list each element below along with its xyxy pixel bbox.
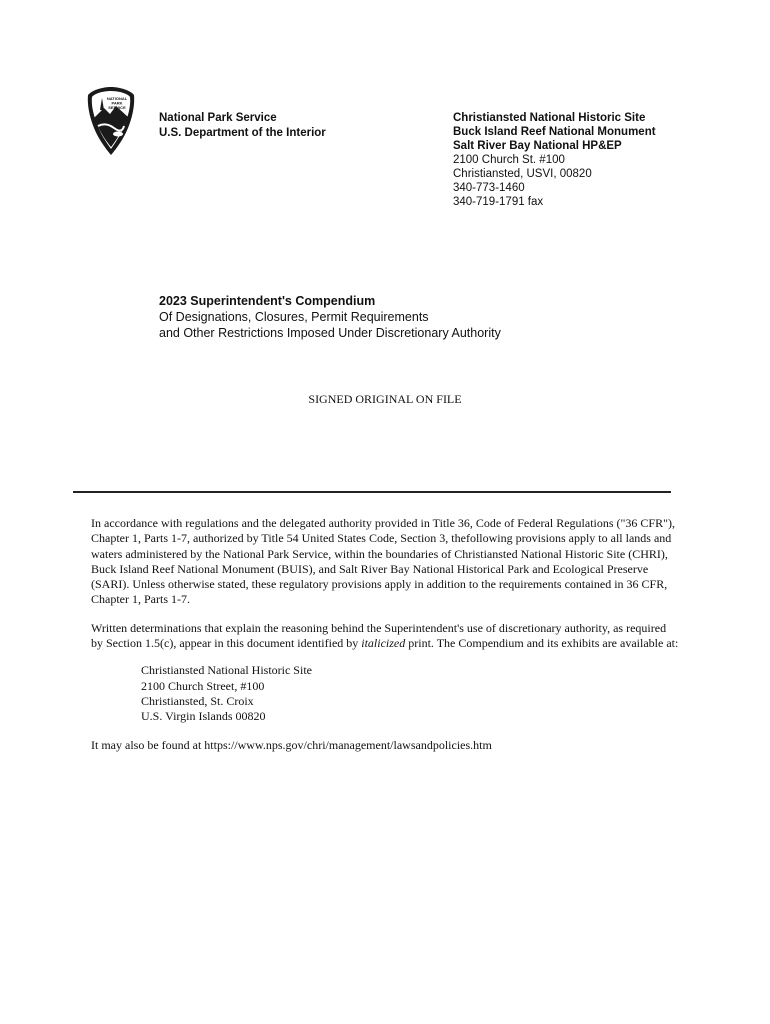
address-line4: U.S. Virgin Islands 00820 bbox=[141, 709, 266, 724]
compendium-address bbox=[141, 663, 681, 724]
address-line2: 2100 Church Street, #100 bbox=[141, 678, 265, 693]
document-subtitle-line1: Of Designations, Closures, Permit Requirements bbox=[159, 310, 429, 324]
document-subtitle-line2: and Other Restrictions Imposed Under Discretionary Authority bbox=[159, 326, 501, 340]
park-city: Christiansted, USVI, 00820 bbox=[453, 168, 592, 180]
para2-text-start: Written determinations that explain the reasoning behind the Superintendent's use of discretionary authority, as required by Section 1.5(c), appear in this document identified by bbox=[91, 620, 667, 651]
italicized-word: italicized bbox=[361, 636, 406, 651]
document-title-block bbox=[159, 293, 501, 341]
para2-text-end: print. The Compendium and its exhibits are available at: bbox=[405, 636, 679, 651]
website-reference: It may also be found at https://www.nps.gov/chri/management/lawsandpolicies.htm bbox=[91, 737, 492, 752]
document-title: 2023 Superintendent's Compendium bbox=[159, 294, 376, 308]
park-fax: 340-719-1791 fax bbox=[453, 196, 544, 208]
nps-arrowhead-icon bbox=[86, 86, 136, 156]
logo-text-line1: NATIONAL bbox=[106, 96, 128, 101]
agency-name: National Park Service bbox=[159, 112, 277, 124]
address-line1: Christiansted National Historic Site bbox=[141, 663, 312, 678]
park-name-chri: Christiansted National Historic Site bbox=[453, 112, 646, 124]
agency-header bbox=[159, 111, 326, 140]
horizontal-divider bbox=[73, 491, 671, 493]
park-phone: 340-773-1460 bbox=[453, 182, 525, 194]
logo-text-line3: SERVICE bbox=[108, 105, 126, 110]
logo-text-line2: PARK bbox=[111, 100, 123, 106]
intro-paragraph: In accordance with regulations and the delegated authority provided in Title 36, Code of Federal Regulations ("36 CFR"), Chapter 1, Parts 1-7, authorized by Title 54 United States Code, Section 3, thefollowing provisions apply to all lands and waters administered by the National Park Service, within the boundaries of Christiansted National Historic Site (CHRI), Buck Island Reef National Monument (BUIS), and Salt River Bay National Historical Park and Ecological Preserve (SARI). Unless otherwise stated, these regulatory provisions apply in addition to the requirements contained in 36 CFR, Chapter 1, Parts 1-7. bbox=[91, 516, 676, 607]
body-text bbox=[91, 516, 681, 753]
park-name-buis: Buck Island Reef National Monument bbox=[453, 126, 656, 138]
park-street: 2100 Church St. #100 bbox=[453, 154, 565, 166]
park-name-sari: Salt River Bay National HP&EP bbox=[453, 140, 622, 152]
department-name: U.S. Department of the Interior bbox=[159, 126, 326, 139]
park-address-block bbox=[453, 111, 753, 209]
address-line3: Christiansted, St. Croix bbox=[141, 693, 254, 708]
determinations-paragraph bbox=[91, 621, 681, 652]
signed-notice: SIGNED ORIGINAL ON FILE bbox=[308, 392, 462, 406]
